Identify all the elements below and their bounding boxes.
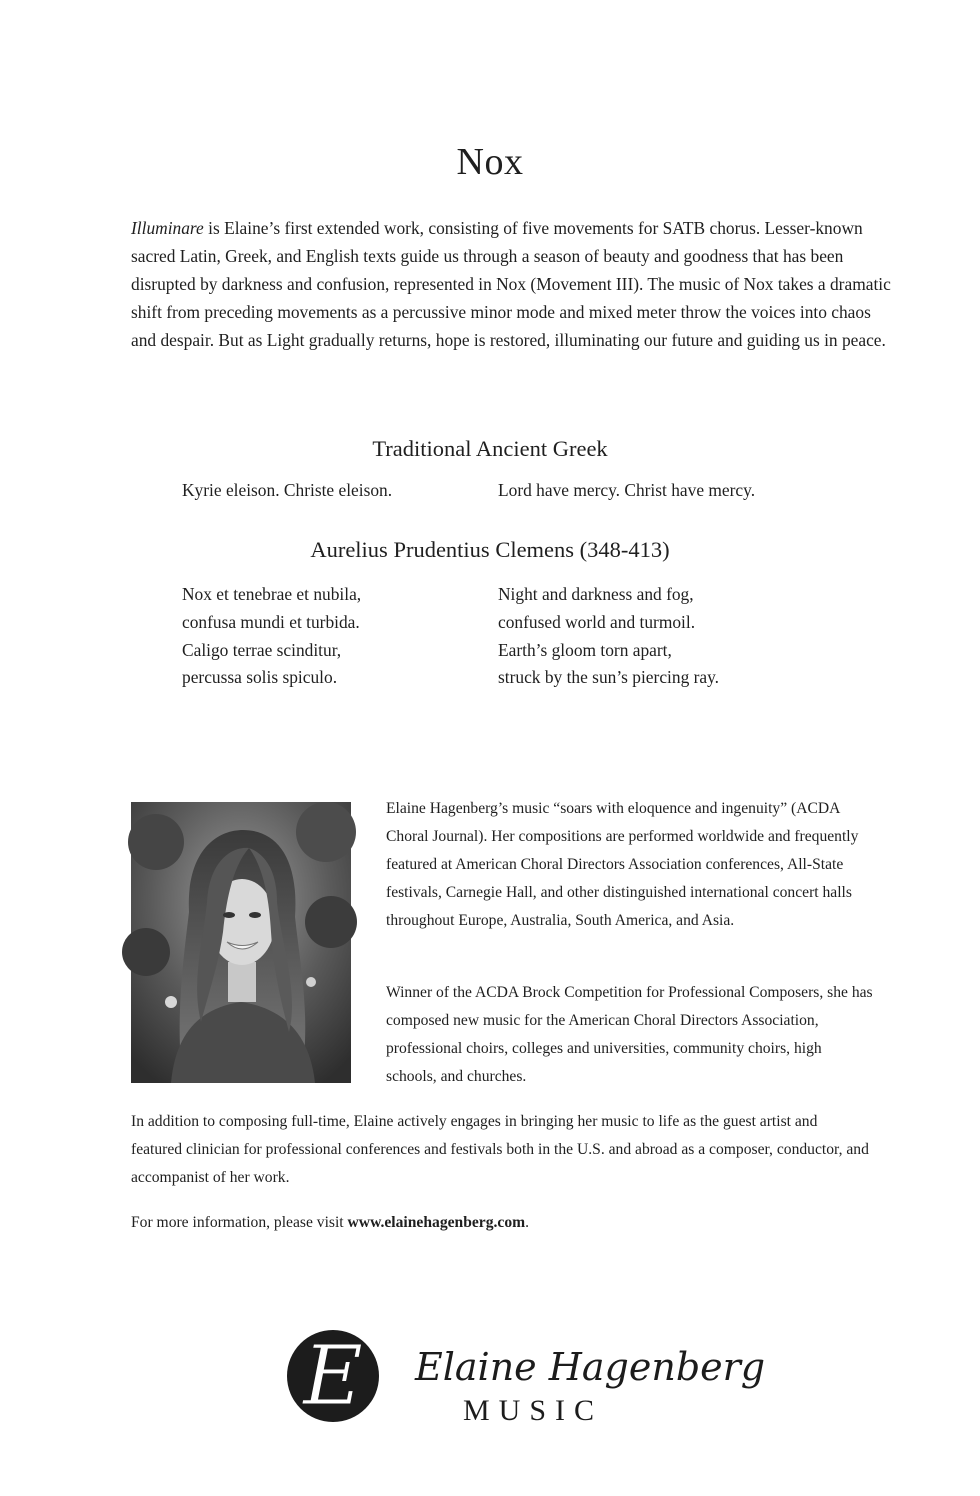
text-line: Caligo terrae scinditur, <box>182 639 342 660</box>
composer-photo <box>131 802 351 1083</box>
intro-paragraph <box>131 214 891 354</box>
more-info-suffix: . <box>525 1214 530 1231</box>
bio-paragraph-3: In addition to composing full-time, Elaine actively engages in bringing her music to life as the guest artist and featured clinician for professional conferences and festivals both in the U.S. and abroad as a composer, conductor, and accompanist of her work. <box>131 1113 869 1186</box>
bio-paragraph-1: Elaine Hagenberg’s music “soars with eloquence and ingenuity” (ACDA Choral Journal). Her compositions are performed worldwide and frequently featured at American Choral Directors Association conferences, All-State festivals, Carnegie Hall, and other distinguished international concert halls throughout Europe, Australia, South America, and Asia. <box>386 800 859 929</box>
text-line: Lord have mercy. Christ have mercy. <box>498 480 756 500</box>
page-title: Nox <box>456 141 524 183</box>
text-line: Kyrie eleison. Christe eleison. <box>182 480 393 500</box>
text-line: struck by the sun’s piercing ray. <box>498 667 720 688</box>
logo-name: Elaine Hagenberg <box>415 1345 766 1389</box>
intro-text: is Elaine’s first extended work, consisting of five movements for SATB chorus. Lesser-known sacred Latin, Greek, and English texts guide us through a season of beauty and goodness that has been disrupted by darkness and confusion, represented in Nox (Movement III). The music of Nox takes a dramatic shift from preceding movements as a percussive minor mode and mixed meter throw the voices into chaos and despair. But as Light gradually returns, hope is restored, illuminating our future and guiding us in peace. <box>131 218 891 350</box>
text-line: Night and darkness and fog, <box>498 584 694 604</box>
text-line: confused world and turmoil. <box>498 611 696 632</box>
logo-sub: MUSIC <box>463 1394 604 1427</box>
more-info <box>131 1209 529 1237</box>
website-link[interactable]: www.elainehagenberg.com <box>347 1214 526 1231</box>
logo-monogram: E <box>303 1329 363 1424</box>
more-info-prefix: For more information, please visit <box>131 1214 348 1231</box>
latin-original <box>182 581 361 692</box>
english-translation <box>498 581 719 692</box>
text-line: Nox et tenebrae et nubila, <box>182 584 362 604</box>
work-title: Illuminare <box>131 218 204 238</box>
greek-translation <box>498 477 755 505</box>
bio-paragraph-2: Winner of the ACDA Brock Competition for Professional Composers, she has composed new music for the American Choral Directors Association, professional choirs, colleges and universities, community choirs, high schools, and churches. <box>386 984 873 1085</box>
section-heading-prudentius: Aurelius Prudentius Clemens (348-413) <box>310 537 670 562</box>
greek-original <box>182 477 392 505</box>
text-line: Earth’s gloom torn apart, <box>498 639 672 660</box>
text-line: percussa solis spiculo. <box>182 667 338 688</box>
section-heading-greek: Traditional Ancient Greek <box>372 436 608 461</box>
text-line: confusa mundi et turbida. <box>182 611 360 632</box>
brand-logo <box>287 1328 766 1428</box>
